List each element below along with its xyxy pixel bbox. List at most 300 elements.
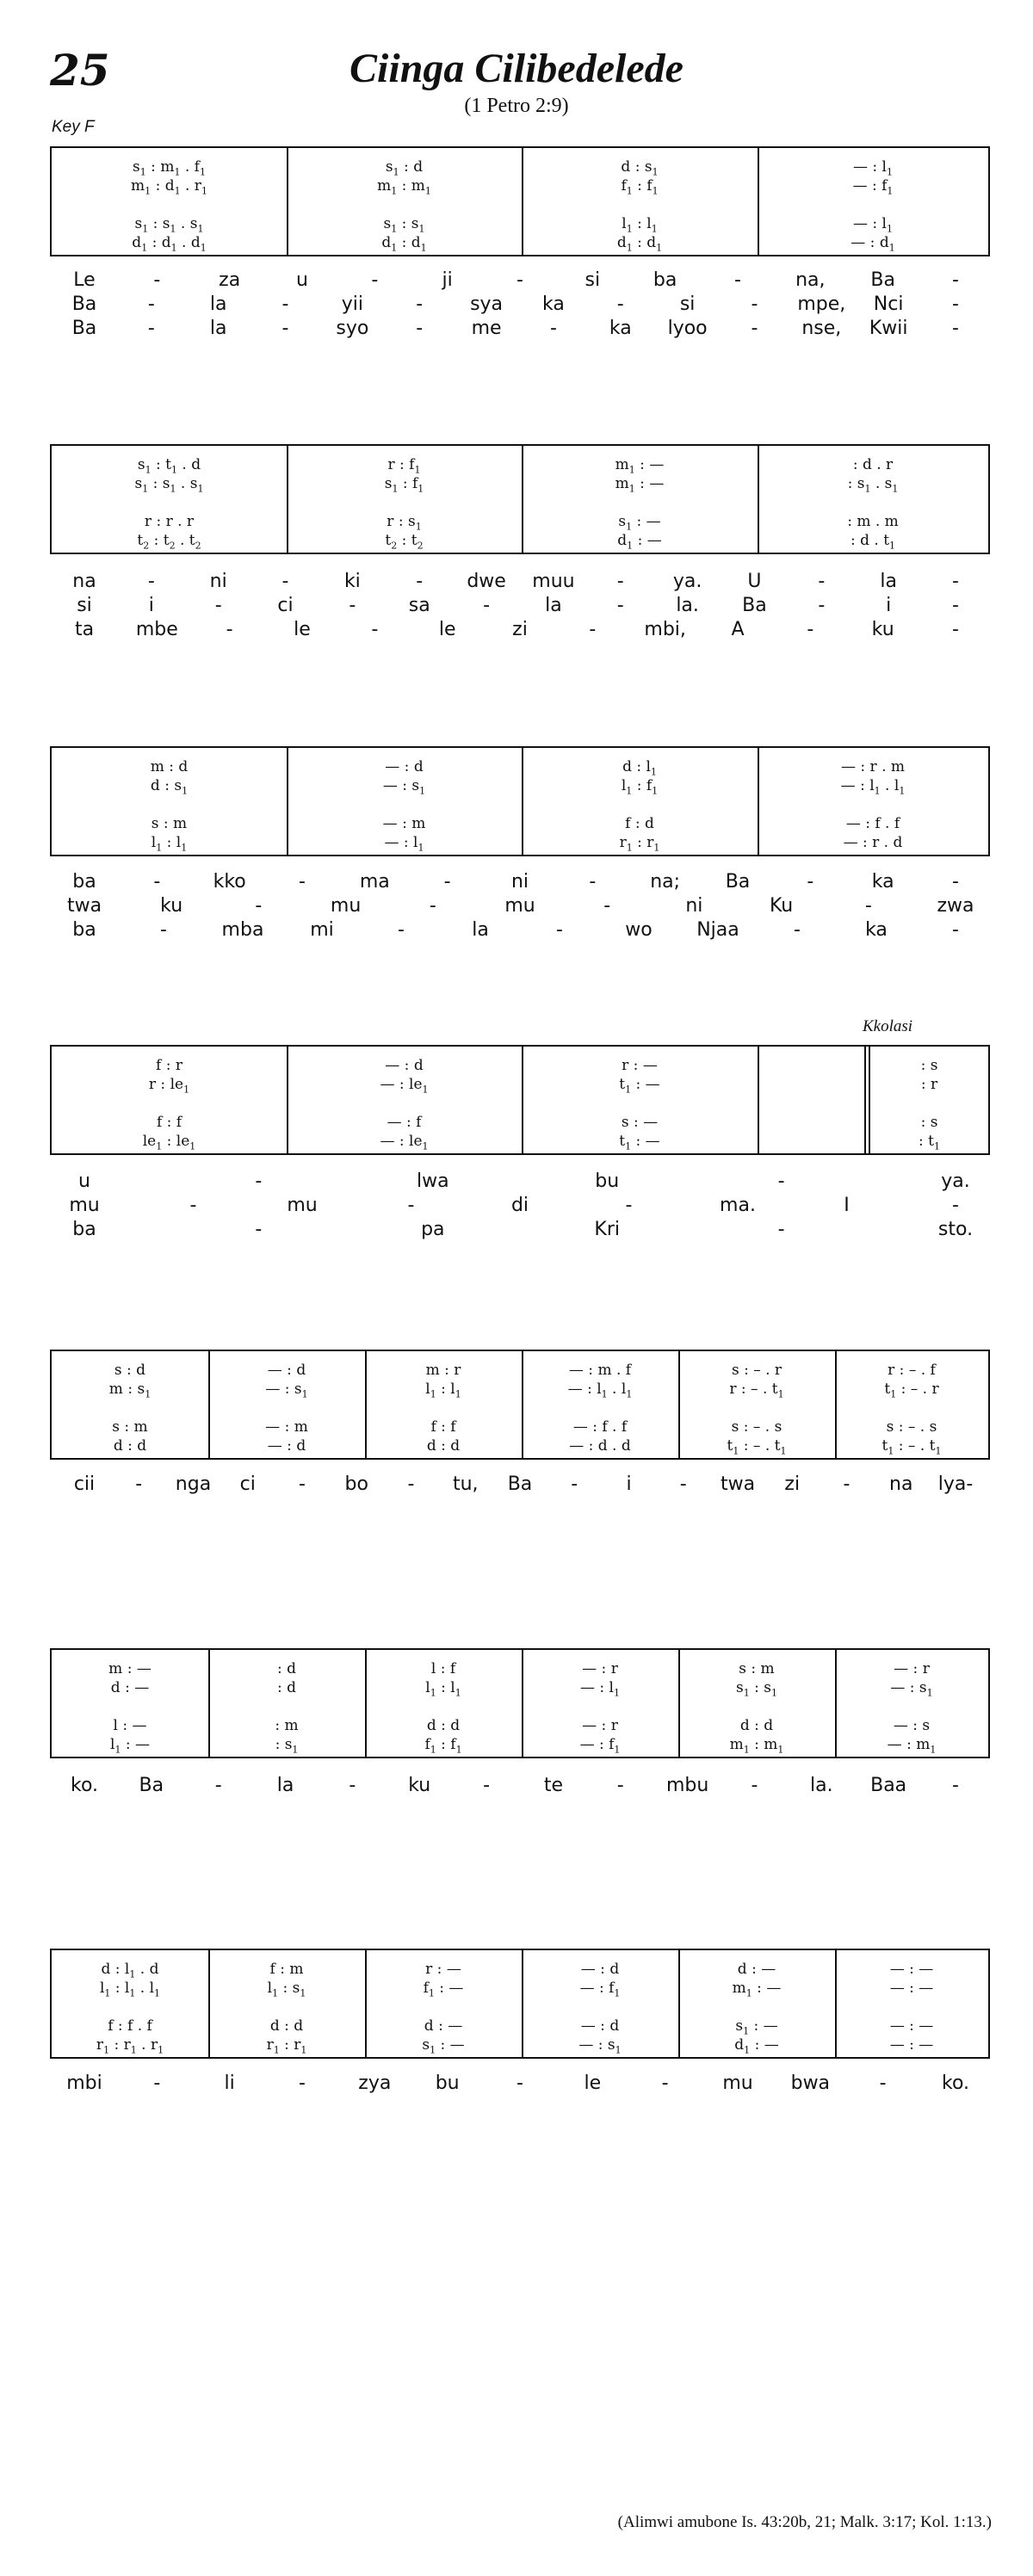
lyric-syllable: bu xyxy=(435,2073,460,2094)
lyric-syllable: le xyxy=(294,619,311,640)
lyric-syllable: sto. xyxy=(937,1219,974,1240)
lyric-syllable: - xyxy=(160,919,167,941)
lyric-syllable: Ba xyxy=(507,1473,533,1495)
solfa-notes: d : d xyxy=(739,1717,774,1734)
lyric-syllable: ba xyxy=(72,919,96,941)
music-system xyxy=(50,1648,990,1758)
lyric-syllable: la xyxy=(545,595,562,616)
solfa-notes: : d . $t_1$ xyxy=(850,532,896,552)
lyric-syllable: Kri xyxy=(594,1219,620,1240)
solfa-notes: s : – . r xyxy=(731,1362,782,1379)
lyric-syllable: ka xyxy=(871,871,894,893)
solfa-notes: d : d xyxy=(426,1437,461,1455)
lyric-syllable: - xyxy=(864,895,872,917)
lyric-syllable: si xyxy=(77,595,92,616)
lyric-syllable: lyoo xyxy=(667,318,708,339)
lyric-syllable: - xyxy=(255,1219,263,1240)
solfa-notes: $s_1$ : $t_1$ . d xyxy=(137,456,201,476)
solfa-notes: : m . m xyxy=(847,513,899,530)
lyric-syllable: - xyxy=(843,1473,851,1495)
solfa-notes: f : f xyxy=(156,1114,182,1131)
double-bar-line xyxy=(864,1047,870,1153)
solfa-notes: $t_1$ : — xyxy=(619,1076,660,1096)
solfa-notes: — : $d_1$ xyxy=(851,234,895,254)
solfa-notes: d : — xyxy=(424,2017,463,2035)
lyric-line xyxy=(50,318,990,342)
lyric-syllable: - xyxy=(214,1775,222,1796)
solfa-notes: — : — xyxy=(889,2017,934,2035)
lyric-syllable: - xyxy=(818,595,826,616)
lyric-line xyxy=(50,269,990,293)
lyric-syllable: Nci xyxy=(873,293,904,315)
solfa-notes: — : d xyxy=(580,2017,620,2035)
lyric-syllable: sya xyxy=(470,293,504,315)
lyric-syllable: ta xyxy=(74,619,95,640)
lyric-syllable: - xyxy=(807,871,814,893)
lyric-syllable: - xyxy=(777,1171,785,1192)
solfa-notes: d : $l_1$ . d xyxy=(101,1961,159,1980)
lyric-syllable: bu xyxy=(595,1171,620,1192)
lyric-line xyxy=(50,1171,990,1195)
lyric-syllable: bwa xyxy=(790,2073,831,2094)
lyric-syllable: ci xyxy=(239,1473,256,1495)
solfa-notes: m : r xyxy=(425,1362,461,1379)
music-system xyxy=(50,1949,990,2059)
lyric-line xyxy=(50,595,990,619)
solfa-notes: d : d xyxy=(426,1717,461,1734)
lyric-syllable: twa xyxy=(66,895,102,917)
solfa-notes: d : $s_1$ xyxy=(621,158,659,178)
lyric-line xyxy=(50,1195,990,1219)
lyric-syllable: - xyxy=(226,619,233,640)
lyric-syllable: - xyxy=(818,571,826,592)
solfa-notes: — : $l_1$ . $l_1$ xyxy=(567,1381,633,1400)
lyric-line xyxy=(50,571,990,595)
lyric-syllable: - xyxy=(255,1171,263,1192)
solfa-notes: — : $le_1$ xyxy=(380,1076,429,1096)
lyric-syllable: twa xyxy=(720,1473,756,1495)
lyric-syllable: ba xyxy=(72,871,96,893)
solfa-notes: s : – . s xyxy=(731,1418,782,1436)
solfa-notes: r : — xyxy=(425,1961,461,1978)
lyric-syllable: - xyxy=(516,2073,523,2094)
lyric-syllable: wo xyxy=(625,919,653,941)
solfa-notes: — : $s_1$ xyxy=(265,1381,308,1400)
lyric-syllable: nga xyxy=(175,1473,212,1495)
lyric-syllable: - xyxy=(952,269,959,291)
solfa-notes: f : d xyxy=(625,815,654,832)
solfa-notes: $s_1$ : — xyxy=(422,2036,465,2056)
solfa-notes: : s xyxy=(920,1114,938,1131)
lyric-syllable: - xyxy=(299,1473,306,1495)
hymn-title: Ciinga Cilibedelede xyxy=(349,46,684,91)
lyric-syllable: Ba xyxy=(71,293,97,315)
solfa-notes: f : f xyxy=(430,1418,456,1436)
lyric-syllable: ya. xyxy=(941,1171,970,1192)
solfa-notes: $s_1$ : $f_1$ xyxy=(384,475,424,495)
solfa-notes: $l_1$ : — xyxy=(110,1736,150,1756)
lyric-syllable: Baa xyxy=(870,1775,907,1796)
lyric-syllable: la xyxy=(209,293,227,315)
lyric-syllable: ki xyxy=(343,571,361,592)
lyric-syllable: - xyxy=(777,1219,785,1240)
solfa-notes: $r_1$ : $r_1$ xyxy=(619,834,660,854)
solfa-notes: $l_1$ : $l_1$ xyxy=(151,834,188,854)
lyric-syllable: - xyxy=(589,619,597,640)
lyric-syllable: la. xyxy=(676,595,699,616)
lyric-syllable: ko. xyxy=(70,1775,99,1796)
lyric-syllable: i xyxy=(886,595,892,616)
lyric-syllable: ba xyxy=(72,1219,96,1240)
lyric-syllable: - xyxy=(952,318,959,339)
solfa-notes: r : — xyxy=(622,1057,658,1074)
solfa-notes: $l_1$ : $l_1$ . $l_1$ xyxy=(99,1980,161,1999)
lyric-syllable: - xyxy=(549,318,557,339)
lyric-syllable: Ba xyxy=(742,595,767,616)
solfa-notes: $f_1$ : — xyxy=(423,1980,464,1999)
lyric-syllable: Ba xyxy=(870,269,895,291)
lyric-syllable: Le xyxy=(73,269,96,291)
solfa-notes: — : $f_1$ xyxy=(579,1736,621,1756)
lyric-syllable: - xyxy=(407,1195,415,1216)
solfa-notes: $s_1$ : $s_1$ . $s_1$ xyxy=(134,475,204,495)
music-system xyxy=(50,1045,990,1155)
solfa-notes: f : f . f xyxy=(108,2017,152,2035)
lyric-syllable: sa xyxy=(408,595,430,616)
solfa-notes: — : m . f xyxy=(568,1362,632,1379)
lyric-syllable: - xyxy=(679,1473,687,1495)
lyric-syllable: li xyxy=(224,2073,235,2094)
lyric-syllable: na; xyxy=(650,871,681,893)
solfa-notes: $s_1$ : $s_1$ xyxy=(383,215,425,235)
solfa-notes: — : m xyxy=(265,1418,308,1436)
lyric-syllable: syo xyxy=(336,318,369,339)
lyric-syllable: - xyxy=(214,595,222,616)
lyric-syllable: - xyxy=(147,318,155,339)
solfa-notes: — : — xyxy=(889,1961,934,1978)
lyric-syllable: ku xyxy=(408,1775,431,1796)
lyric-syllable: - xyxy=(616,595,624,616)
solfa-notes: s : — xyxy=(621,1114,659,1131)
lyric-line xyxy=(50,919,990,943)
lyric-syllable: - xyxy=(416,293,424,315)
scripture-reference: (1 Petro 2:9) xyxy=(464,95,569,117)
lyric-line xyxy=(50,895,990,919)
lyric-syllable: na xyxy=(72,571,96,592)
lyric-line xyxy=(50,619,990,643)
solfa-notes: $t_1$ : – . $t_1$ xyxy=(727,1437,787,1457)
solfa-notes: d : $s_1$ xyxy=(150,777,189,797)
lyric-syllable: ka xyxy=(542,293,565,315)
solfa-notes: $l_1$ : $s_1$ xyxy=(267,1980,306,1999)
solfa-notes: m : — xyxy=(108,1660,152,1677)
lyric-syllable: ka xyxy=(865,919,888,941)
lyric-syllable: - xyxy=(483,1775,491,1796)
lyric-syllable: - xyxy=(349,595,356,616)
solfa-notes: m : d xyxy=(150,758,189,775)
solfa-notes: l : — xyxy=(113,1717,147,1734)
solfa-notes: $le_1$ : $le_1$ xyxy=(142,1133,196,1152)
lyric-syllable: ni xyxy=(685,895,703,917)
lyric-syllable: la xyxy=(209,318,227,339)
solfa-notes: — : — xyxy=(889,1980,934,1997)
solfa-notes: — : f . f xyxy=(845,815,900,832)
solfa-notes: $f_1$ : $f_1$ xyxy=(621,177,659,197)
lyric-syllable: zi xyxy=(784,1473,801,1495)
solfa-notes: $d_1$ : $d_1$ . $d_1$ xyxy=(132,234,207,254)
solfa-notes: d : $l_1$ xyxy=(622,758,657,778)
lyric-syllable: mu xyxy=(330,895,362,917)
solfa-notes: : s xyxy=(920,1057,938,1074)
solfa-notes: $s_1$ : $s_1$ . $s_1$ xyxy=(134,215,204,235)
lyric-syllable: - xyxy=(952,1195,959,1216)
solfa-notes: — : $l_1$ . $l_1$ xyxy=(840,777,906,797)
lyric-syllable: - xyxy=(255,895,263,917)
lyric-syllable: - xyxy=(443,871,451,893)
solfa-notes: $s_1$ : $s_1$ xyxy=(736,1679,777,1699)
solfa-notes: — : r xyxy=(894,1660,930,1677)
lyric-syllable: lya- xyxy=(937,1473,974,1495)
lyric-syllable: zya xyxy=(358,2073,392,2094)
lyric-line xyxy=(50,1219,990,1243)
lyric-syllable: - xyxy=(153,2073,161,2094)
solfa-notes: : $s_1$ . $s_1$ xyxy=(847,475,899,495)
lyric-syllable: Ba xyxy=(139,1775,164,1796)
lyric-syllable: nse, xyxy=(801,318,842,339)
lyric-syllable: Njaa xyxy=(696,919,739,941)
solfa-notes: — : $s_1$ xyxy=(578,2036,622,2056)
lyric-syllable: A xyxy=(731,619,745,640)
solfa-notes: $r_1$ : $r_1$ . $r_1$ xyxy=(96,2036,164,2056)
solfa-notes: — : $s_1$ xyxy=(382,777,426,797)
lyric-syllable: ku xyxy=(871,619,894,640)
lyric-syllable: za xyxy=(219,269,241,291)
lyric-line xyxy=(50,2073,990,2097)
lyric-syllable: la xyxy=(276,1775,294,1796)
solfa-notes: $m_1$ : $d_1$ . $r_1$ xyxy=(131,177,207,197)
solfa-notes: — : d . d xyxy=(569,1437,631,1455)
solfa-notes: : d xyxy=(276,1679,296,1696)
lyric-syllable: mpe, xyxy=(797,293,846,315)
lyric-syllable: kko xyxy=(213,871,246,893)
solfa-notes: r : $le_1$ xyxy=(148,1076,190,1096)
lyric-line xyxy=(50,293,990,318)
lyric-syllable: - xyxy=(416,318,424,339)
solfa-notes: — : $f_1$ xyxy=(579,1980,621,1999)
lyric-syllable: mu xyxy=(504,895,535,917)
solfa-notes: — : $le_1$ xyxy=(380,1133,429,1152)
lyric-syllable: Ba xyxy=(71,318,97,339)
lyric-syllable: - xyxy=(807,619,814,640)
lyric-syllable: u xyxy=(78,1171,90,1192)
solfa-notes: d : — xyxy=(110,1679,150,1696)
solfa-notes: $t_2$ : $t_2$ . $t_2$ xyxy=(137,532,201,552)
solfa-notes: $m_1$ : — xyxy=(732,1980,782,1999)
solfa-notes: $d_1$ : $d_1$ xyxy=(381,234,427,254)
lyric-syllable: - xyxy=(734,269,741,291)
lyric-syllable: tu, xyxy=(452,1473,479,1495)
lyric-syllable: - xyxy=(952,871,959,893)
footer-references: (Alimwi amubone Is. 43:20b, 21; Malk. 3:17; Kol. 1:13.) xyxy=(617,2513,992,2531)
lyric-syllable: - xyxy=(371,619,379,640)
solfa-notes: : d . r xyxy=(852,456,894,473)
lyric-syllable: le xyxy=(584,2073,602,2094)
lyric-syllable: Ba xyxy=(725,871,751,893)
lyric-syllable: - xyxy=(189,1195,197,1216)
lyric-syllable: zwa xyxy=(937,895,974,917)
solfa-notes: $l_1$ : $l_1$ xyxy=(425,1679,461,1699)
lyric-syllable: - xyxy=(299,2073,306,2094)
solfa-notes: r : – . f xyxy=(888,1362,936,1379)
lyric-syllable: - xyxy=(952,1775,959,1796)
solfa-notes: — : $m_1$ xyxy=(887,1736,937,1756)
solfa-notes: $l_1$ : $l_1$ xyxy=(622,215,658,235)
lyric-syllable: - xyxy=(371,269,379,291)
solfa-notes: r : r . r xyxy=(144,513,195,530)
lyric-syllable: mbe xyxy=(135,619,178,640)
chorus-label: Kkolasi xyxy=(863,1017,913,1035)
lyric-syllable: - xyxy=(571,1473,578,1495)
solfa-notes: $m_1$ : $m_1$ xyxy=(729,1736,784,1756)
lyric-syllable: Kwii xyxy=(869,318,908,339)
solfa-notes: s : m xyxy=(151,815,188,832)
solfa-notes: $l_1$ : $l_1$ xyxy=(425,1381,461,1400)
lyric-syllable: Ku xyxy=(769,895,794,917)
lyric-syllable: - xyxy=(429,895,436,917)
lyric-syllable: - xyxy=(407,1473,415,1495)
solfa-notes: $m_1$ : — xyxy=(615,475,665,495)
solfa-notes: $d_1$ : — xyxy=(734,2036,779,2056)
lyric-syllable: - xyxy=(625,1195,633,1216)
solfa-notes: m : $s_1$ xyxy=(108,1381,152,1400)
lyric-syllable: - xyxy=(135,1473,143,1495)
lyric-syllable: bo xyxy=(344,1473,368,1495)
lyric-line xyxy=(50,871,990,895)
lyric-syllable: - xyxy=(952,919,959,941)
solfa-notes: $s_1$ : — xyxy=(618,513,661,533)
lyric-syllable: mbi, xyxy=(644,619,686,640)
lyric-syllable: i xyxy=(148,595,154,616)
solfa-notes: $s_1$ : $m_1$ . $f_1$ xyxy=(133,158,206,178)
lyric-syllable: mu xyxy=(287,1195,318,1216)
lyric-syllable: - xyxy=(153,269,161,291)
lyric-syllable: ci xyxy=(277,595,294,616)
lyric-syllable: me xyxy=(471,318,502,339)
solfa-notes: $f_1$ : $f_1$ xyxy=(424,1736,462,1756)
solfa-notes: — : d xyxy=(267,1362,306,1379)
solfa-notes: l : f xyxy=(430,1660,456,1677)
lyric-syllable: - xyxy=(952,619,959,640)
solfa-notes: — : d xyxy=(385,1057,424,1074)
lyric-syllable: ya. xyxy=(672,571,702,592)
lyric-syllable: di xyxy=(510,1195,529,1216)
solfa-notes: d : d xyxy=(113,1437,147,1455)
solfa-notes: — : $l_1$ xyxy=(384,834,424,854)
lyric-syllable: - xyxy=(952,571,959,592)
solfa-notes: — : d xyxy=(580,1961,620,1978)
music-system xyxy=(50,1350,990,1460)
solfa-notes: — : r xyxy=(582,1717,618,1734)
lyric-syllable: mbu xyxy=(665,1775,709,1796)
lyric-syllable: - xyxy=(349,1775,356,1796)
lyric-syllable: I xyxy=(844,1195,850,1216)
solfa-notes: $t_1$ : – . $t_1$ xyxy=(881,1437,942,1457)
lyric-syllable: na xyxy=(889,1473,913,1495)
solfa-notes: $t_1$ : – . r xyxy=(884,1381,939,1400)
solfa-notes: $t_2$ : $t_2$ xyxy=(385,532,424,552)
solfa-notes: — : $l_1$ xyxy=(853,158,893,178)
lyric-syllable: - xyxy=(483,595,491,616)
lyric-syllable: - xyxy=(299,871,306,893)
lyric-syllable: - xyxy=(794,919,801,941)
lyric-syllable: la. xyxy=(810,1775,833,1796)
lyric-syllable: - xyxy=(281,571,289,592)
lyric-syllable: ji xyxy=(442,269,453,291)
lyric-syllable: si xyxy=(585,269,601,291)
key-signature: Key F xyxy=(52,118,95,136)
lyric-syllable: - xyxy=(952,595,959,616)
lyric-syllable: - xyxy=(751,318,758,339)
solfa-notes: : $t_1$ xyxy=(919,1133,940,1152)
solfa-notes: $d_1$ : — xyxy=(617,532,662,552)
solfa-notes: f : m xyxy=(269,1961,304,1978)
lyric-syllable: - xyxy=(153,871,161,893)
lyric-line xyxy=(50,1775,990,1799)
lyric-syllable: - xyxy=(147,293,155,315)
solfa-notes: f : r xyxy=(156,1057,182,1074)
solfa-notes: — : f . f xyxy=(572,1418,628,1436)
lyric-syllable: ku xyxy=(160,895,183,917)
lyric-syllable: - xyxy=(661,2073,669,2094)
music-system xyxy=(50,444,990,554)
solfa-notes: — : $f_1$ xyxy=(852,177,894,197)
solfa-notes: — : $s_1$ xyxy=(890,1679,933,1699)
lyric-syllable: mu xyxy=(69,1195,100,1216)
solfa-notes: $d_1$ : $d_1$ xyxy=(616,234,663,254)
lyric-syllable: la xyxy=(880,571,897,592)
solfa-notes: s : m xyxy=(739,1660,775,1677)
hymn-number: 25 xyxy=(50,45,110,96)
lyric-syllable: te xyxy=(543,1775,564,1796)
lyric-syllable: - xyxy=(589,871,597,893)
lyric-syllable: pa xyxy=(421,1219,445,1240)
lyric-syllable: ni xyxy=(209,571,227,592)
solfa-notes: $t_1$ : — xyxy=(619,1133,660,1152)
lyric-syllable: ni xyxy=(510,871,529,893)
solfa-notes: — : $l_1$ xyxy=(853,215,893,235)
solfa-notes: : $s_1$ xyxy=(275,1736,299,1756)
music-system xyxy=(50,746,990,856)
lyric-syllable: i xyxy=(626,1473,632,1495)
solfa-notes: s : – . s xyxy=(886,1418,937,1436)
lyric-syllable: - xyxy=(616,293,624,315)
solfa-notes: $r_1$ : $r_1$ xyxy=(266,2036,307,2056)
lyric-syllable: U xyxy=(747,571,762,592)
solfa-notes: $s_1$ : — xyxy=(735,2017,778,2037)
solfa-notes: — : $l_1$ xyxy=(580,1679,620,1699)
lyric-syllable: - xyxy=(751,293,758,315)
lyric-syllable: - xyxy=(147,571,155,592)
lyric-syllable: u xyxy=(296,269,308,291)
lyric-syllable: - xyxy=(516,269,523,291)
solfa-notes: $s_1$ : d xyxy=(385,158,424,178)
solfa-notes: — : s xyxy=(893,1717,931,1734)
solfa-notes: — : d xyxy=(385,758,424,775)
lyric-syllable: yii xyxy=(341,293,363,315)
lyric-syllable: si xyxy=(679,293,696,315)
solfa-notes: — : m xyxy=(382,815,426,832)
solfa-notes: s : m xyxy=(112,1418,148,1436)
